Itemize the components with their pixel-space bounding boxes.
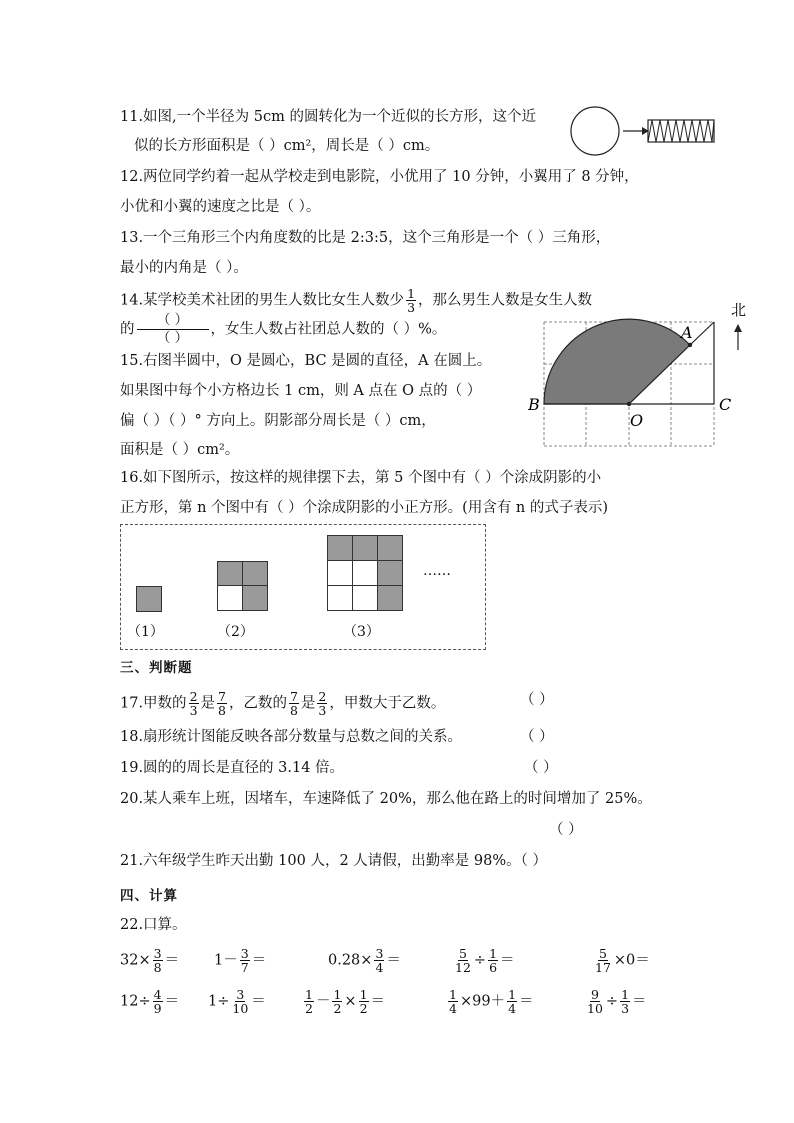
- calc-num: 5: [458, 946, 467, 961]
- pattern2-square: [217, 585, 243, 611]
- calc-r1-5: [592, 947, 650, 974]
- calc-den: 4: [375, 960, 384, 975]
- zigzag-sectors: [648, 120, 714, 142]
- calc-den: 4: [508, 1001, 517, 1016]
- q17-post: ，甲数大于乙数。: [329, 695, 446, 712]
- calc-den: 17: [595, 960, 611, 975]
- calc-text: ＝: [500, 952, 515, 969]
- q16-line2: 正方形，第 n 个图中有（ ）个涂成阴影的小正方形。(用含有 n 的式子表示): [120, 500, 609, 516]
- pattern3-square: [327, 535, 353, 561]
- q17-mid1: 是: [200, 695, 216, 712]
- calc-den: 2: [359, 1001, 368, 1016]
- q17-frac4: [317, 690, 327, 717]
- calc-frac: [359, 988, 369, 1015]
- q17-line: [120, 690, 445, 717]
- pattern3-square: [352, 585, 378, 611]
- calc-frac: [454, 947, 472, 974]
- calc-text: 32×: [120, 952, 151, 969]
- calc-text: ＝: [386, 952, 401, 969]
- q13-line2: 最小的内角是（ ）。: [120, 260, 248, 276]
- calc-frac: [231, 988, 249, 1015]
- q17-frac2-den: 8: [218, 703, 226, 718]
- q11-line1: 11.如图,一个半径为 5cm 的圆转化为一个近似的长方形，这个近: [120, 109, 536, 125]
- calc-den: 7: [240, 960, 249, 975]
- north-label: 北: [731, 301, 747, 319]
- pattern3-square: [377, 585, 403, 611]
- calc-r2-3: [302, 988, 385, 1015]
- shaded-sector: [544, 319, 690, 404]
- calc-num: 1: [489, 946, 498, 961]
- calc-text: ÷: [473, 952, 487, 969]
- q15-line1: 15.右图半圆中，O 是圆心，BC 是圆的直径，A 在圆上。: [120, 353, 492, 369]
- calc-r2-1: [120, 988, 179, 1015]
- q17-frac2: [217, 690, 227, 717]
- q17-frac3-num: 7: [289, 689, 298, 704]
- calc-den: 8: [153, 960, 162, 975]
- q17-frac1-den: 3: [189, 703, 198, 718]
- pattern3-square: [377, 535, 403, 561]
- calc-frac: [594, 947, 612, 974]
- calc-num: 5: [598, 946, 607, 961]
- calc-text: ＝: [164, 952, 180, 969]
- pattern2-square: [242, 561, 268, 586]
- q17-frac4-num: 2: [318, 689, 327, 704]
- q17-mid3: 是: [300, 695, 316, 712]
- label-o: O: [630, 411, 644, 430]
- calc-text: ×0＝: [613, 952, 650, 969]
- q17-frac4-den: 3: [318, 703, 327, 718]
- calc-frac: [374, 947, 384, 974]
- q12-line2: 小优和小翼的速度之比是（ ）。: [120, 199, 321, 215]
- point-a: [688, 343, 692, 347]
- q15-line4: 面积是（ ）cm²。: [120, 442, 240, 458]
- north-arrow-icon: [734, 324, 742, 332]
- calc-r1-4: [452, 947, 515, 974]
- q14-blank-fraction: [137, 312, 209, 347]
- label-c: C: [719, 395, 732, 414]
- q17-pre: 17.甲数的: [120, 695, 187, 712]
- pattern3-square: [327, 585, 353, 611]
- calc-frac: [332, 988, 342, 1015]
- q22-title: 22.口算。: [120, 917, 187, 933]
- calc-text: 1÷: [208, 993, 230, 1010]
- q21-text: 21.六年级学生昨天出勤 100 人，2 人请假，出勤率是 98%。（ ）: [120, 853, 547, 869]
- calc-num: 1: [621, 987, 630, 1002]
- calc-text: ×99＋: [459, 993, 506, 1010]
- q19-text: 19.圆的的周长是直径的 3.14 倍。: [120, 760, 345, 776]
- pattern2-square: [242, 585, 268, 611]
- pattern-figure-box: [120, 524, 486, 650]
- label-a: A: [681, 323, 693, 342]
- q20-text: 20.某人乘车上班，因堵车，车速降低了 20%，那么他在路上的时间增加了 25%。: [120, 791, 652, 807]
- calc-num: 1: [449, 987, 457, 1002]
- calc-num: 3: [236, 987, 245, 1002]
- section4-title: 四、计算: [120, 888, 178, 904]
- calc-den: 2: [333, 1001, 342, 1016]
- q17-frac3: [289, 690, 299, 717]
- pattern3-square: [327, 560, 353, 586]
- calc-text: ＝: [164, 993, 180, 1010]
- q18-answer-blank[interactable]: （ ）: [520, 729, 554, 745]
- q18-text: 18.扇形统计图能反映各部分数量与总数之间的关系。: [120, 729, 463, 745]
- q16-line1: 16.如下图所示，按这样的规律摆下去，第 5 个图中有（ ）个涂成阴影的小: [120, 470, 602, 486]
- pattern3-square: [377, 560, 403, 586]
- q14-line2-pre: 的: [120, 321, 135, 338]
- pattern1-label: （1）: [127, 624, 164, 640]
- calc-r1-3: [328, 947, 401, 974]
- q13-line1: 13.一个三角形三个内角度数的比是 2:3:5，这个三角形是一个（ ）三角形，: [120, 230, 611, 246]
- calc-num: 3: [153, 946, 162, 961]
- calc-num: 1: [305, 987, 313, 1002]
- calc-frac: [448, 988, 458, 1015]
- calc-frac: [488, 947, 498, 974]
- calc-den: 6: [489, 960, 498, 975]
- pattern3-square: [352, 560, 378, 586]
- line-a-vertex: [690, 322, 714, 345]
- q14-line2-post: ，女生人数占社团总人数的（ ）%。: [210, 321, 447, 338]
- calc-num: 9: [590, 987, 599, 1002]
- calc-frac: [620, 988, 630, 1015]
- calc-text: ＝: [519, 993, 534, 1010]
- calc-num: 4: [153, 987, 162, 1002]
- calc-den: 10: [587, 1001, 603, 1016]
- calc-frac: [304, 988, 314, 1015]
- q15-line3: 偏（ ）（ ）° 方向上。阴影部分周长是（ ）cm，: [120, 413, 436, 429]
- calc-text: ＝: [632, 993, 647, 1010]
- calc-text: 12÷: [120, 993, 151, 1010]
- calc-frac: [586, 988, 604, 1015]
- pattern1-square: [136, 586, 162, 612]
- calc-num: 1: [508, 987, 517, 1002]
- label-b: B: [528, 395, 540, 414]
- q14-fraction: [406, 287, 416, 314]
- calc-den: 4: [449, 1001, 457, 1016]
- q17-frac2-num: 7: [218, 689, 226, 704]
- calc-frac: [153, 988, 163, 1015]
- calc-frac: [507, 988, 517, 1015]
- calc-num: 1: [333, 987, 342, 1002]
- calc-num: 3: [240, 946, 249, 961]
- calc-den: 10: [232, 1001, 249, 1016]
- q19-answer-blank[interactable]: （ ）: [524, 760, 558, 776]
- calc-text: －: [315, 993, 331, 1010]
- semicircle-grid-figure: [528, 296, 758, 452]
- q17-answer-blank[interactable]: （ ）: [520, 692, 554, 708]
- circle-shape: [571, 107, 619, 155]
- calc-text: 0.28×: [328, 952, 373, 969]
- q14-line1-post: ，那么男生人数是女生人数: [418, 292, 593, 309]
- q12-line1: 12.两位同学约着一起从学校走到电影院，小优用了 10 分钟，小翼用了 8 分钟，: [120, 169, 639, 185]
- calc-den: 3: [621, 1001, 630, 1016]
- q14-line1: [120, 287, 592, 314]
- pattern3-square: [352, 535, 378, 561]
- calc-text: ＝: [370, 993, 386, 1010]
- calc-den: 9: [153, 1001, 162, 1016]
- calc-r2-2: [208, 988, 266, 1015]
- calc-den: 12: [455, 960, 471, 975]
- calc-r2-4: [446, 988, 534, 1015]
- q14-blank-den: （ ）: [156, 330, 189, 346]
- point-o: [627, 402, 631, 406]
- calc-r2-5: [584, 988, 647, 1015]
- q14-blank-num: （ ）: [137, 312, 209, 330]
- calc-frac: [240, 947, 250, 974]
- q14-frac-den: 3: [407, 300, 416, 315]
- calc-r1-2: [214, 947, 266, 974]
- q17-frac3-den: 8: [289, 703, 298, 718]
- pattern-ellipsis: ……: [423, 563, 451, 579]
- q17-frac1: [189, 690, 199, 717]
- calc-r1-1: [120, 947, 179, 974]
- q17-mid2: ，乙数的: [228, 695, 287, 712]
- pattern2-label: （2）: [217, 624, 254, 640]
- calc-frac: [153, 947, 163, 974]
- q20-answer-blank[interactable]: （ ）: [549, 822, 583, 838]
- calc-text: ＝: [251, 952, 267, 969]
- calc-num: 1: [359, 987, 368, 1002]
- q14-line2: [120, 312, 446, 347]
- calc-text: ×: [344, 993, 357, 1010]
- calc-text: ÷: [605, 993, 619, 1010]
- q17-frac1-num: 2: [189, 689, 198, 704]
- pattern3-label: （3）: [343, 624, 380, 640]
- pattern2-square: [217, 561, 243, 586]
- q11-line2: 似的长方形面积是（ ）cm²，周长是（ ）cm。: [134, 138, 440, 154]
- calc-text: ＝: [251, 993, 266, 1010]
- circle-to-rectangle-figure: [568, 104, 718, 158]
- q14-frac-num: 1: [407, 286, 416, 301]
- section3-title: 三、判断题: [120, 660, 193, 676]
- q15-line2: 如果图中每个小方格边长 1 cm，则 A 点在 O 点的（ ）: [120, 383, 482, 399]
- calc-text: 1－: [214, 952, 238, 969]
- calc-den: 2: [305, 1001, 313, 1016]
- q14-line1-pre: 14.某学校美术社团的男生人数比女生人数少: [120, 292, 405, 309]
- calc-num: 3: [375, 946, 384, 961]
